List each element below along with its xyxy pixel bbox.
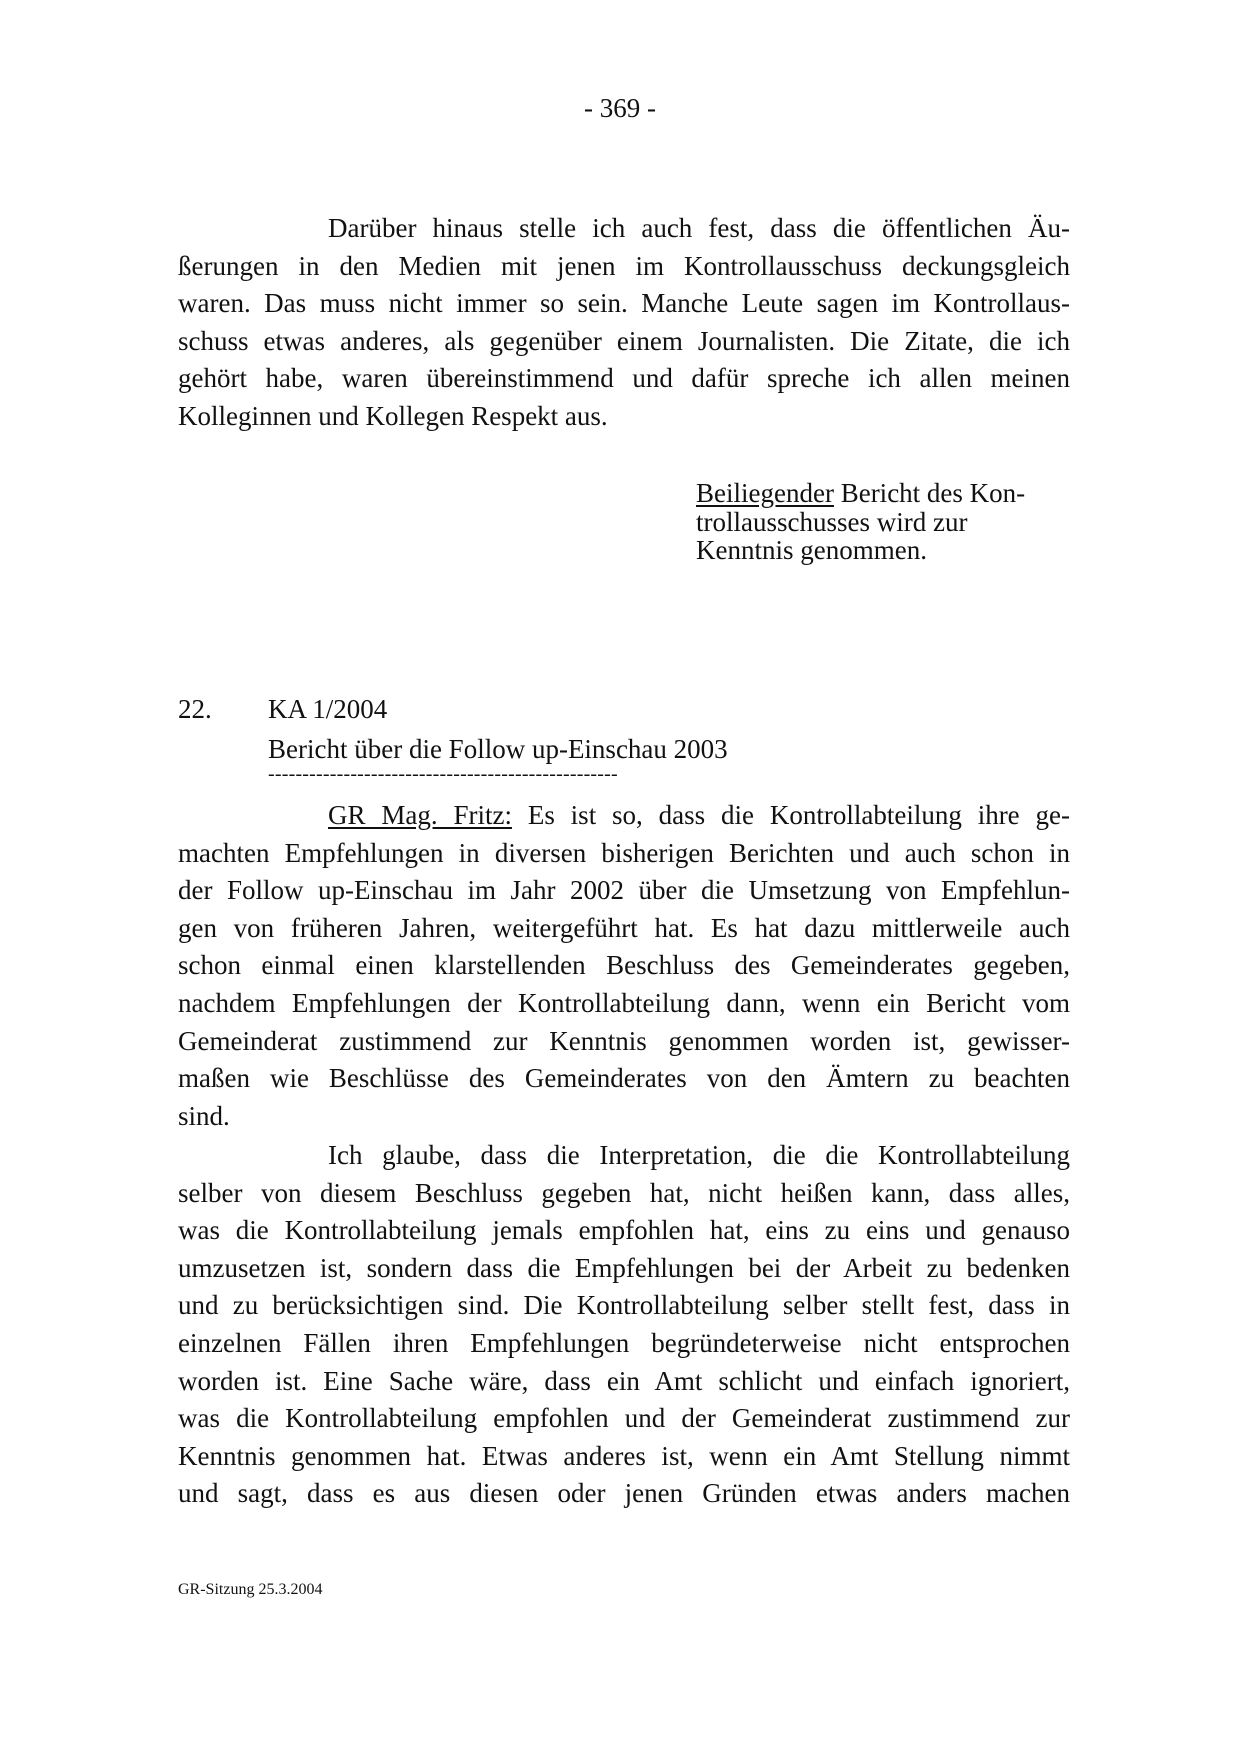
paragraph-line bbox=[178, 797, 1070, 835]
paragraph-line: Darüber hinaus stelle ich auch fest, dass die öffentlichen Äu- bbox=[328, 213, 1070, 243]
paragraph-line: selber von diesem Beschluss gegeben hat, nicht heißen kann, dass alles, bbox=[178, 1177, 1070, 1208]
page-number: - 369 - bbox=[584, 93, 656, 123]
decision-line: trollausschusses wird zur bbox=[696, 506, 968, 537]
agenda-item-title: Bericht über die Follow up-Einschau 2003 bbox=[268, 734, 728, 764]
agenda-item-code: KA 1/2004 bbox=[268, 694, 388, 724]
paragraph-line: worden ist. Eine Sache wäre, dass ein Amt schlicht und einfach ignoriert, bbox=[178, 1365, 1070, 1396]
paragraph-line: was die Kontrollabteilung jemals empfohlen hat, eins zu eins und genauso bbox=[178, 1215, 1070, 1246]
paragraph-line: machten Empfehlungen in diversen bisherigen Berichten und auch schon in bbox=[178, 837, 1070, 868]
paragraph-line: waren. Das muss nicht immer so sein. Manche Leute sagen im Kontrollaus- bbox=[178, 288, 1070, 319]
paragraph-line: und zu berücksichtigen sind. Die Kontrollabteilung selber stellt fest, dass in bbox=[178, 1290, 1070, 1321]
decision-line: Kenntnis genommen. bbox=[696, 535, 927, 565]
paragraph-line: Kolleginnen und Kollegen Respekt aus. bbox=[178, 400, 608, 431]
paragraph-line: einzelnen Fällen ihren Empfehlungen begründeterweise nicht entsprochen bbox=[178, 1327, 1070, 1358]
decision-underlined-word: Beiliegender bbox=[696, 478, 834, 508]
agenda-item-rule: --------------------------------------------------- bbox=[268, 763, 618, 785]
paragraph-line: sind. bbox=[178, 1100, 230, 1131]
paragraph-line: gen von früheren Jahren, weitergeführt hat. Es hat dazu mittlerweile auch bbox=[178, 912, 1070, 943]
paragraph-line: schuss etwas anderes, als gegenüber einem Journalisten. Die Zitate, die ich bbox=[178, 325, 1070, 356]
paragraph-2 bbox=[178, 797, 1070, 1135]
speaker-name: GR Mag. Fritz: bbox=[328, 800, 512, 830]
decision-line bbox=[696, 479, 1076, 508]
decision-text: Bericht des Kon- bbox=[833, 478, 1026, 508]
paragraph-line: Ich glaube, dass die Interpretation, die die Kontrollabteilung bbox=[328, 1140, 1070, 1170]
agenda-item-number: 22. bbox=[178, 694, 212, 724]
paragraph-line: Kenntnis genommen hat. Etwas anderes ist, wenn ein Amt Stellung nimmt bbox=[178, 1440, 1070, 1471]
paragraph-3 bbox=[178, 1137, 1070, 1513]
paragraph-line: gehört habe, waren übereinstimmend und dafür spreche ich allen meinen bbox=[178, 363, 1070, 394]
speaker-text: Es ist so, dass die Kontrollabteilung ihre ge- bbox=[511, 800, 1071, 830]
footer: GR-Sitzung 25.3.2004 bbox=[178, 1581, 323, 1598]
paragraph-line: nachdem Empfehlungen der Kontrollabteilung dann, wenn ein Bericht vom bbox=[178, 987, 1070, 1018]
paragraph-line: was die Kontrollabteilung empfohlen und der Gemeinderat zustimmend zur bbox=[178, 1403, 1070, 1434]
paragraph-line: maßen wie Beschlüsse des Gemeinderates von den Ämtern zu beachten bbox=[178, 1063, 1070, 1094]
paragraph-line: der Follow up-Einschau im Jahr 2002 über die Umsetzung von Empfehlun- bbox=[178, 875, 1070, 906]
paragraph-line: und sagt, dass es aus diesen oder jenen Gründen etwas anders machen bbox=[178, 1478, 1070, 1509]
paragraph-line: umzusetzen ist, sondern dass die Empfehlungen bei der Arbeit zu bedenken bbox=[178, 1252, 1070, 1283]
paragraph-1 bbox=[178, 210, 1070, 436]
paragraph-line: schon einmal einen klarstellenden Beschluss des Gemeinderates gegeben, bbox=[178, 950, 1070, 981]
paragraph-line: ßerungen in den Medien mit jenen im Kontrollausschuss deckungsgleich bbox=[178, 250, 1070, 281]
decision-note bbox=[696, 479, 1076, 565]
paragraph-line: Gemeinderat zustimmend zur Kenntnis genommen worden ist, gewisser- bbox=[178, 1025, 1070, 1056]
